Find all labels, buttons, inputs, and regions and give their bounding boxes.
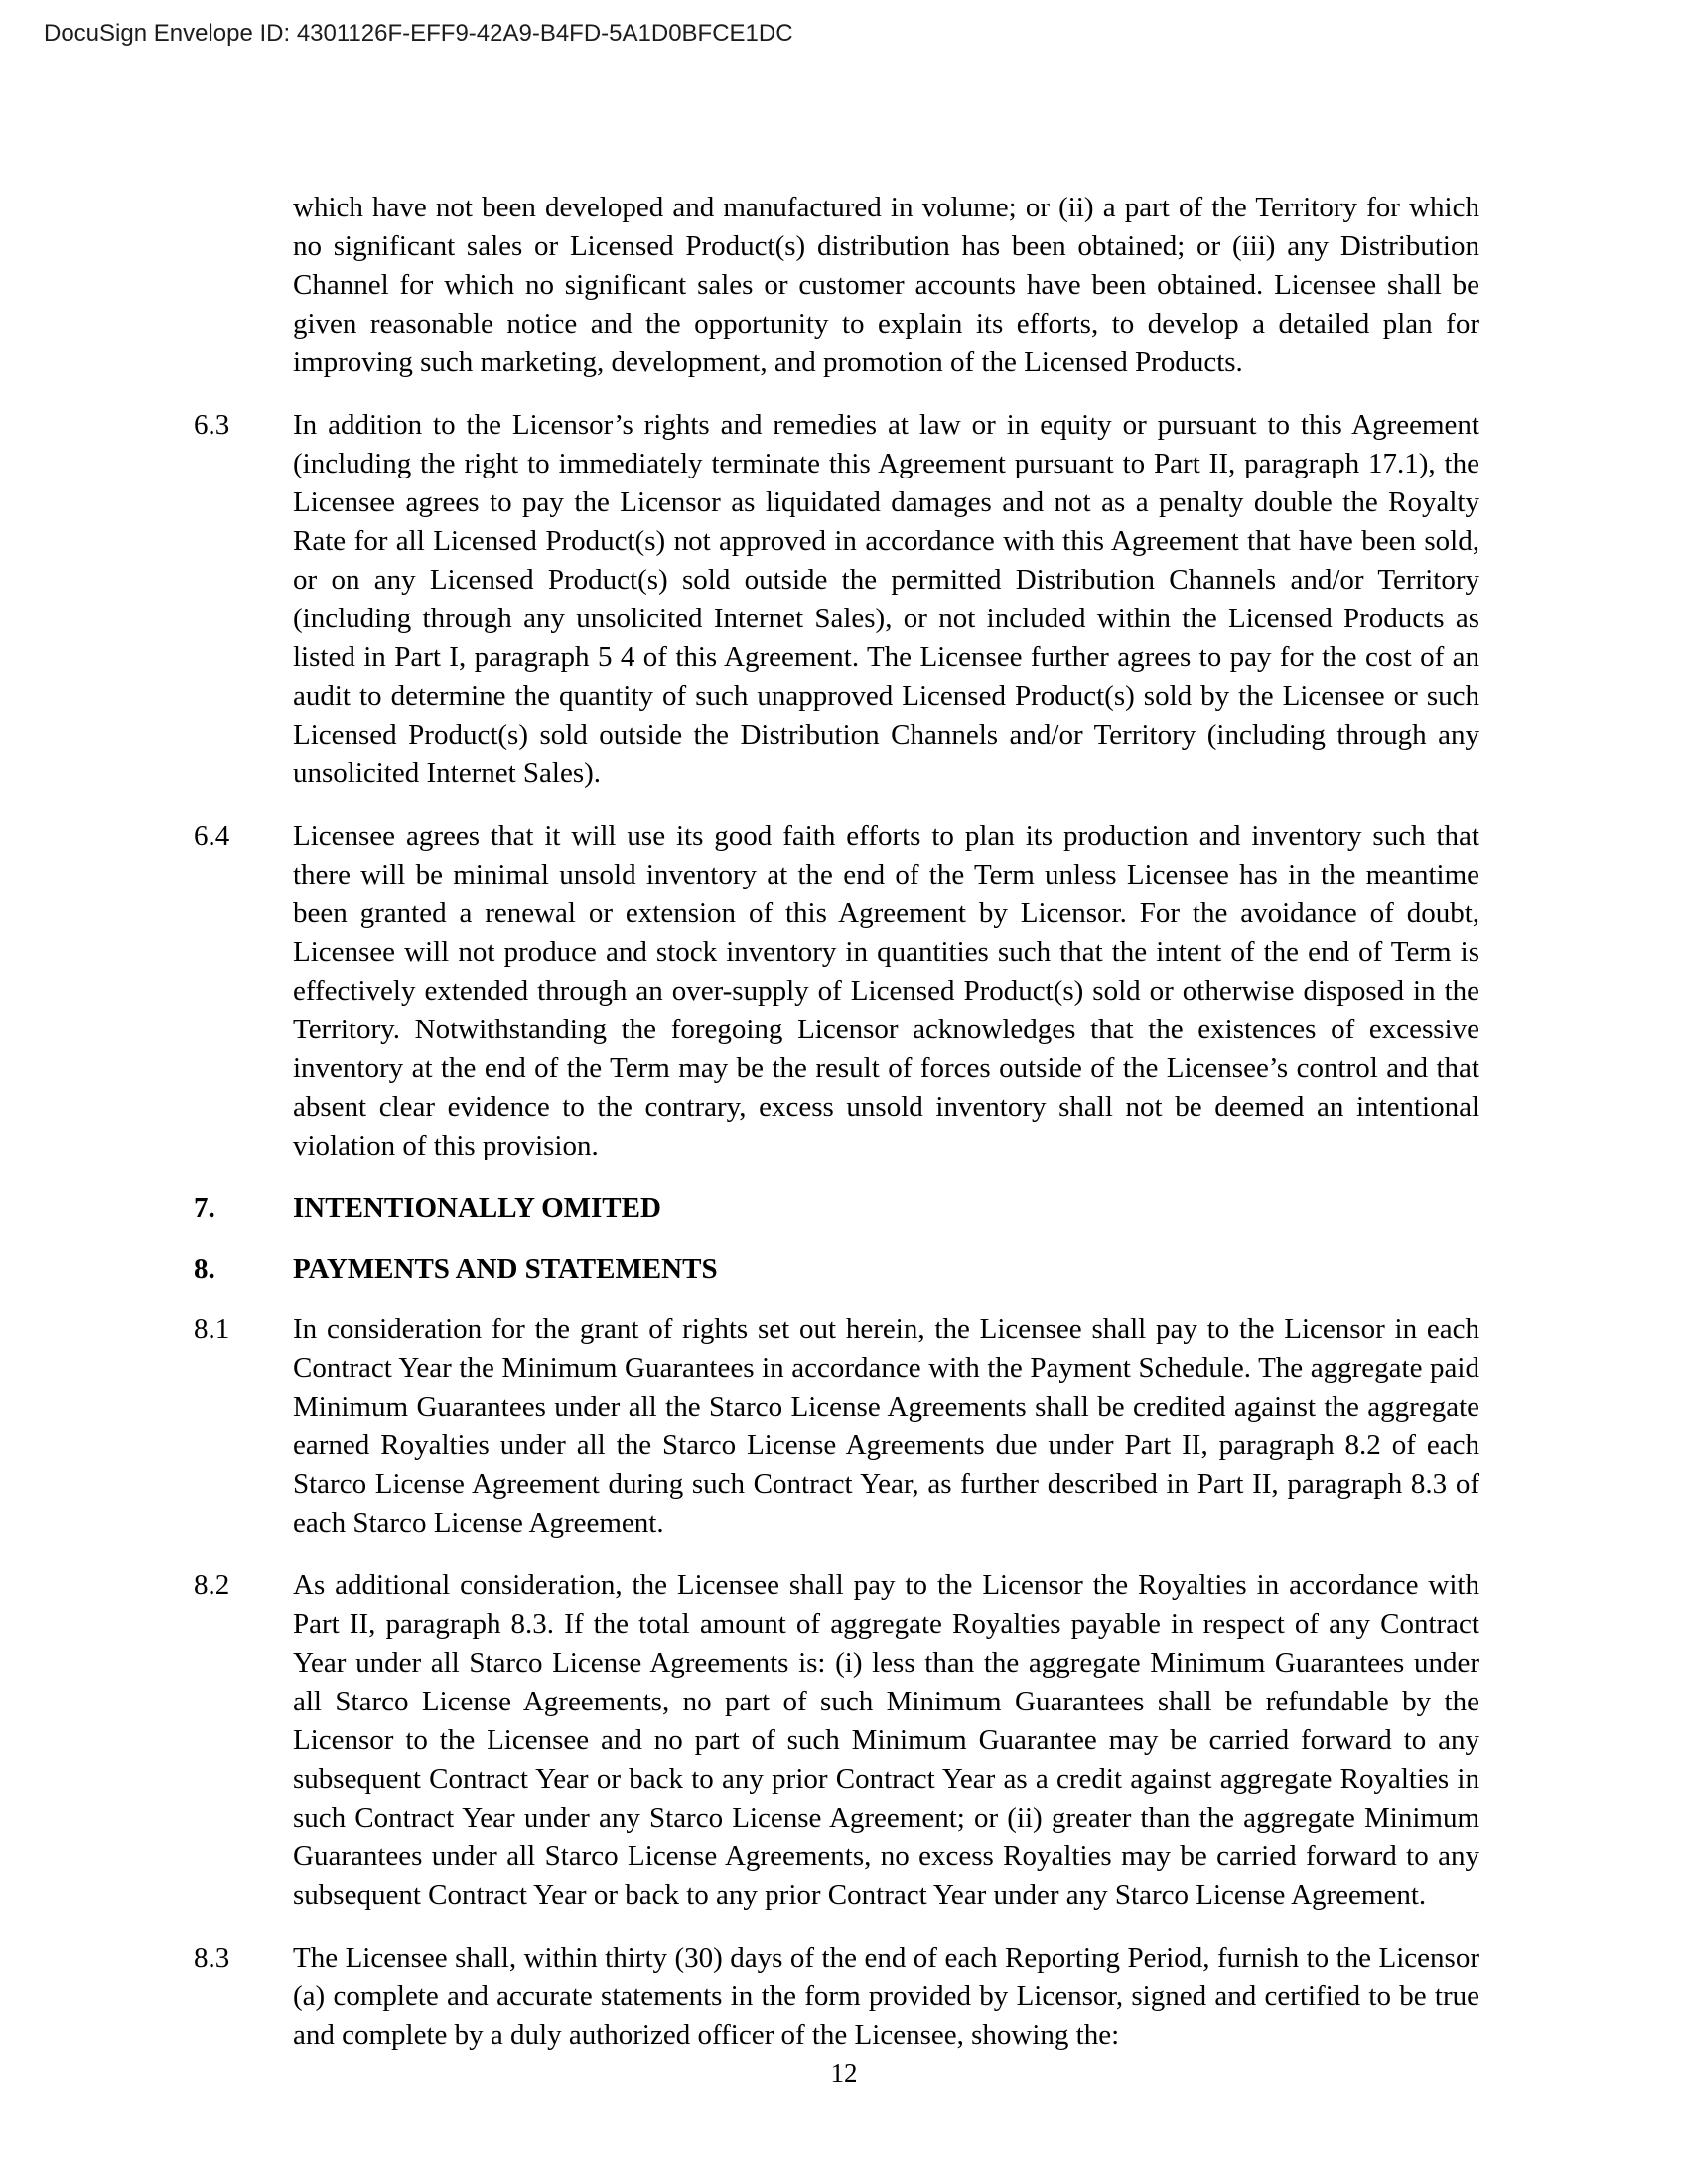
section-7-heading — [194, 1189, 1479, 1228]
section-6-3 — [194, 406, 1479, 793]
section-text: In consideration for the grant of rights set out herein, the Licensee shall pay to the Licensor in each Contract Year the Minimum Guarantees in accordance with the Payment Schedule. The aggregate paid Minimum Guarantees under all the Starco License Agreements shall be credited against the aggregate earned Royalties under all the Starco License Agreements due under Part II, paragraph 8.2 of each Starco License Agreement during such Contract Year, as further described in Part II, paragraph 8.3 of each Starco License Agreement. — [293, 1313, 1479, 1539]
section-text: In addition to the Licensor’s rights and remedies at law or in equity or pursuant to this Agreement (including the right to immediately terminate this Agreement pursuant to Part II, paragraph 17.1), the Licensee agrees to pay the Licensor as liquidated damages and not as a penalty double the Royalty Rate for all Licensed Product(s) not approved in accordance with this Agreement that have been sold, or on any Licensed Product(s) sold outside the permitted Distribution Channels and/or Territory (including through any unsolicited Internet Sales), or not included within the Licensed Products as listed in Part I, paragraph 5 4 of this Agreement. The Licensee further agrees to pay for the cost of an audit to determine the quantity of such unapproved Licensed Product(s) sold by the Licensee or such Licensed Product(s) sold outside the Distribution Channels and/or Territory (including through any unsolicited Internet Sales). — [293, 409, 1479, 789]
section-6-2-continuation — [194, 189, 1479, 382]
section-number: 8. — [194, 1253, 215, 1285]
section-text: Licensee agrees that it will use its good faith efforts to plan its production and inventory such that there will be minimal unsold inventory at the end of the Term unless Licensee has in the meantime been granted a renewal or extension of this Agreement by Licensor. For the avoidance of doubt, Licensee will not produce and stock inventory in quantities such that the intent of the end of Term is effectively extended through an over-supply of Licensed Product(s) sold or otherwise disposed in the Territory. Notwithstanding the foregoing Licensor acknowledges that the existences of excessive inventory at the end of the Term may be the result of forces outside of the Licensee’s control and that absent clear evidence to the contrary, excess unsold inventory shall not be deemed an intentional violation of this provision. — [293, 820, 1479, 1161]
section-number: 8.2 — [194, 1570, 230, 1601]
section-number: 6.4 — [194, 820, 230, 852]
docusign-envelope-id: DocuSign Envelope ID: 4301126F-EFF9-42A9-B4FD-5A1D0BFCE1DC — [44, 20, 793, 47]
section-number: 7. — [194, 1192, 215, 1224]
page-number: 12 — [830, 2058, 858, 2088]
section-text: As additional consideration, the Licensee shall pay to the Licensor the Royalties in accordance with Part II, paragraph 8.3. If the total amount of aggregate Royalties payable in respect of any Contract Year under all Starco License Agreements is: (i) less than the aggregate Minimum Guarantees under all Starco License Agreements, no part of such Minimum Guarantees shall be refundable by the Licensor to the Licensee and no part of such Minimum Guarantee may be carried forward to any subsequent Contract Year or back to any prior Contract Year as a credit against aggregate Royalties in such Contract Year under any Starco License Agreement; or (ii) greater than the aggregate Minimum Guarantees under all Starco License Agreements, no excess Royalties may be carried forward to any subsequent Contract Year or back to any prior Contract Year under any Starco License Agreement. — [293, 1570, 1479, 1911]
section-6-4 — [194, 817, 1479, 1165]
section-8-3 — [194, 1939, 1479, 2055]
section-number: 8.1 — [194, 1313, 230, 1345]
section-number: 8.3 — [194, 1942, 230, 1974]
section-8-heading — [194, 1250, 1479, 1289]
section-heading-text: PAYMENTS AND STATEMENTS — [293, 1253, 718, 1285]
section-8-2 — [194, 1567, 1479, 1915]
section-text: which have not been developed and manufactured in volume; or (ii) a part of the Territory for which no significant sales or Licensed Product(s) distribution has been obtained; or (iii) any Distribution Channel for which no significant sales or customer accounts have been obtained. Licensee shall be given reasonable notice and the opportunity to explain its efforts, to develop a detailed plan for improving such marketing, development, and promotion of the Licensed Products. — [293, 192, 1479, 378]
section-number: 6.3 — [194, 409, 230, 441]
contract-body — [194, 189, 1479, 2079]
section-8-1 — [194, 1310, 1479, 1543]
section-heading-text: INTENTIONALLY OMITED — [293, 1192, 661, 1224]
section-text: The Licensee shall, within thirty (30) days of the end of each Reporting Period, furnish to the Licensor (a) complete and accurate statements in the form provided by Licensor, signed and certified to be true and complete by a duly authorized officer of the Licensee, showing the: — [293, 1942, 1479, 2051]
